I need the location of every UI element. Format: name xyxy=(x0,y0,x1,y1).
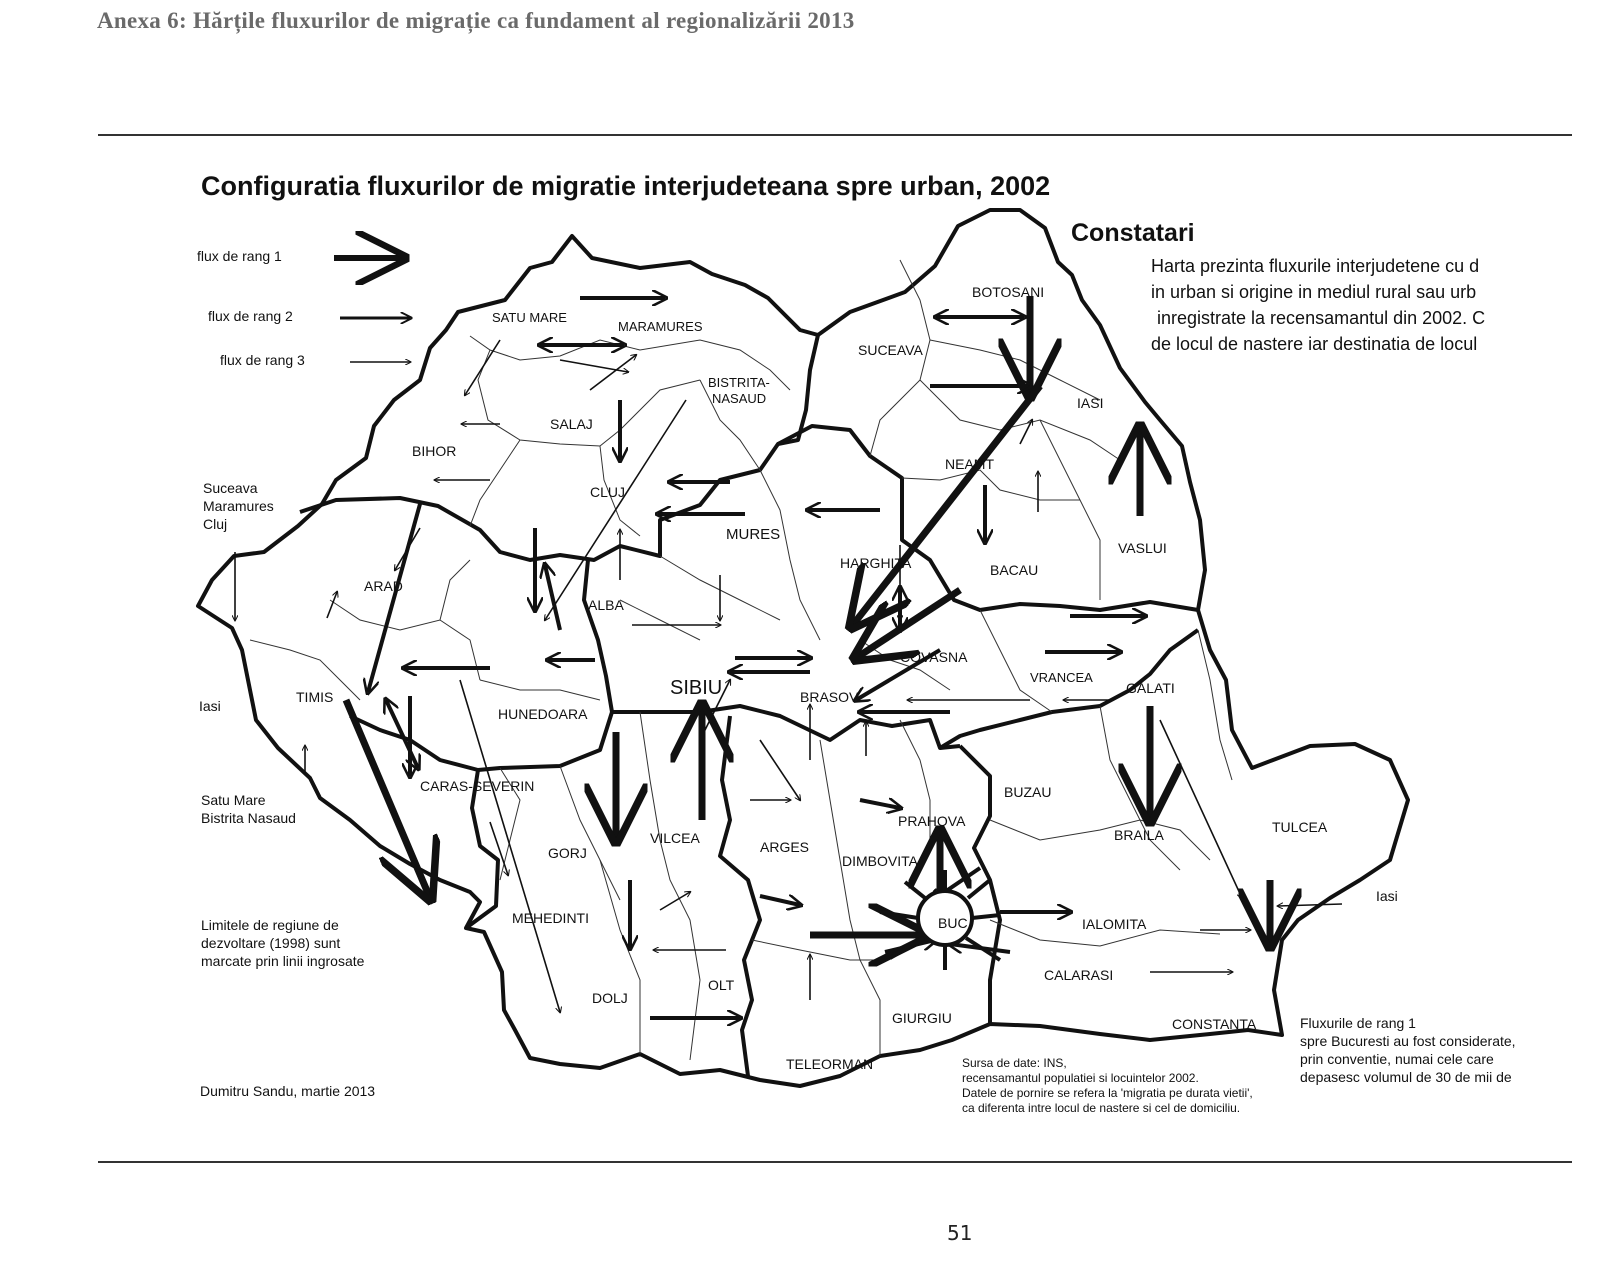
county-label: BIHOR xyxy=(412,443,457,459)
regions-note xyxy=(201,916,364,970)
findings-line: inregistrate la recensamantul din 2002. C xyxy=(1157,308,1486,328)
county-label: IALOMITA xyxy=(1082,916,1147,932)
county-label: ARGES xyxy=(760,839,810,855)
note-line: Limitele de regiune de xyxy=(201,917,339,933)
side-note-iasi-right: Iasi xyxy=(1376,888,1398,904)
county-label: BISTRITA- xyxy=(708,375,770,390)
county-label: BUC xyxy=(938,915,968,931)
note-line: prin conventie, numai cele care xyxy=(1300,1051,1494,1067)
legend-rank-1: flux de rang 1 xyxy=(197,248,282,264)
note-line: Bistrita Nasaud xyxy=(201,810,296,826)
county-label: NEAMT xyxy=(945,456,994,472)
county-label: TIMIS xyxy=(296,689,334,705)
county-label: SATU MARE xyxy=(492,310,567,325)
note-line: Suceava xyxy=(203,480,258,496)
side-note-iasi-left: Iasi xyxy=(199,698,221,714)
note-line: Datele de pornire se refera la 'migratia pe durata vietii', xyxy=(962,1086,1253,1100)
legend-arrows xyxy=(334,258,410,362)
county-label: BACAU xyxy=(990,562,1039,578)
county-label: MARAMURES xyxy=(618,319,703,334)
findings-line: in urban si origine in mediul rural sau urb xyxy=(1151,282,1477,302)
county-label: PRAHOVA xyxy=(898,813,966,829)
map-title: Configuratia fluxurilor de migratie interjudeteana spre urban, 2002 xyxy=(201,171,1051,201)
county-label: MURES xyxy=(726,526,781,543)
page-number: 51 xyxy=(947,1221,973,1245)
note-line: Cluj xyxy=(203,516,228,532)
county-label: TULCEA xyxy=(1272,819,1328,835)
county-label: MEHEDINTI xyxy=(512,910,589,926)
county-label: SIBIU xyxy=(670,677,723,699)
county-label: TELEORMAN xyxy=(786,1056,874,1072)
county-label: ARAD xyxy=(364,578,403,594)
note-line: Satu Mare xyxy=(201,792,266,808)
note-line: recensamantul populatiei si locuintelor 2002. xyxy=(962,1071,1199,1085)
county-label: ALBA xyxy=(588,597,624,613)
legend-rank-2: flux de rang 2 xyxy=(208,308,293,324)
findings-text xyxy=(1151,253,1571,357)
county-label: GORJ xyxy=(548,845,587,861)
county-label: IASI xyxy=(1077,395,1104,411)
county-labels xyxy=(296,284,1328,1072)
county-label: SUCEAVA xyxy=(858,342,923,358)
side-note-origins xyxy=(203,479,274,533)
county-label: GALATI xyxy=(1126,680,1175,696)
findings-line: Harta prezinta fluxurile interjudetene cu d xyxy=(1151,256,1480,276)
side-note-destinations xyxy=(201,791,296,827)
county-label: BRAILA xyxy=(1114,827,1164,843)
county-label: VRANCEA xyxy=(1030,670,1093,685)
findings-line: de locul de nastere iar destinatia de locul xyxy=(1151,334,1478,354)
findings-heading: Constatari xyxy=(1071,219,1195,247)
annex-title: Anexa 6: Hărțile fluxurilor de migrație ca fundament al regionalizării 2013 xyxy=(97,8,855,33)
note-line: dezvoltare (1998) sunt xyxy=(201,935,341,951)
note-line: Maramures xyxy=(203,498,274,514)
note-line: marcate prin linii ingrosate xyxy=(201,953,365,969)
county-label: BUZAU xyxy=(1004,784,1052,800)
legend-rank-3: flux de rang 3 xyxy=(220,352,305,368)
note-line: Sursa de date: INS, xyxy=(962,1056,1067,1070)
county-label: GIURGIU xyxy=(892,1010,952,1026)
county-label: NASAUD xyxy=(712,391,767,406)
county-label: OLT xyxy=(708,977,735,993)
county-label: HUNEDOARA xyxy=(498,706,588,722)
author-note: Dumitru Sandu, martie 2013 xyxy=(200,1083,376,1099)
county-label: HARGHITA xyxy=(840,555,912,571)
county-label: BRASOV xyxy=(800,689,859,705)
county-label: CONSTANTA xyxy=(1172,1016,1257,1032)
county-label: VASLUI xyxy=(1118,540,1167,556)
county-label: CALARASI xyxy=(1044,967,1114,983)
bottom-rule xyxy=(98,1161,1572,1163)
county-label: BOTOSANI xyxy=(972,284,1045,300)
county-label: COVASNA xyxy=(900,649,968,665)
note-line: depasesc volumul de 30 de mii de xyxy=(1300,1069,1512,1085)
note-line: ca diferenta intre locul de nastere si cel de domiciliu. xyxy=(962,1101,1241,1115)
county-label: DIMBOVITA xyxy=(842,853,918,869)
note-line: Fluxurile de rang 1 xyxy=(1300,1015,1416,1031)
source-note xyxy=(962,1056,1253,1116)
county-label: SALAJ xyxy=(550,416,593,432)
county-label: CARAS-SEVERIN xyxy=(420,778,535,794)
county-label: VILCEA xyxy=(650,830,700,846)
rank1-note xyxy=(1300,1014,1570,1086)
county-label: DOLJ xyxy=(592,990,628,1006)
county-label: CLUJ xyxy=(590,484,626,500)
note-line: spre Bucuresti au fost considerate, xyxy=(1300,1033,1516,1049)
